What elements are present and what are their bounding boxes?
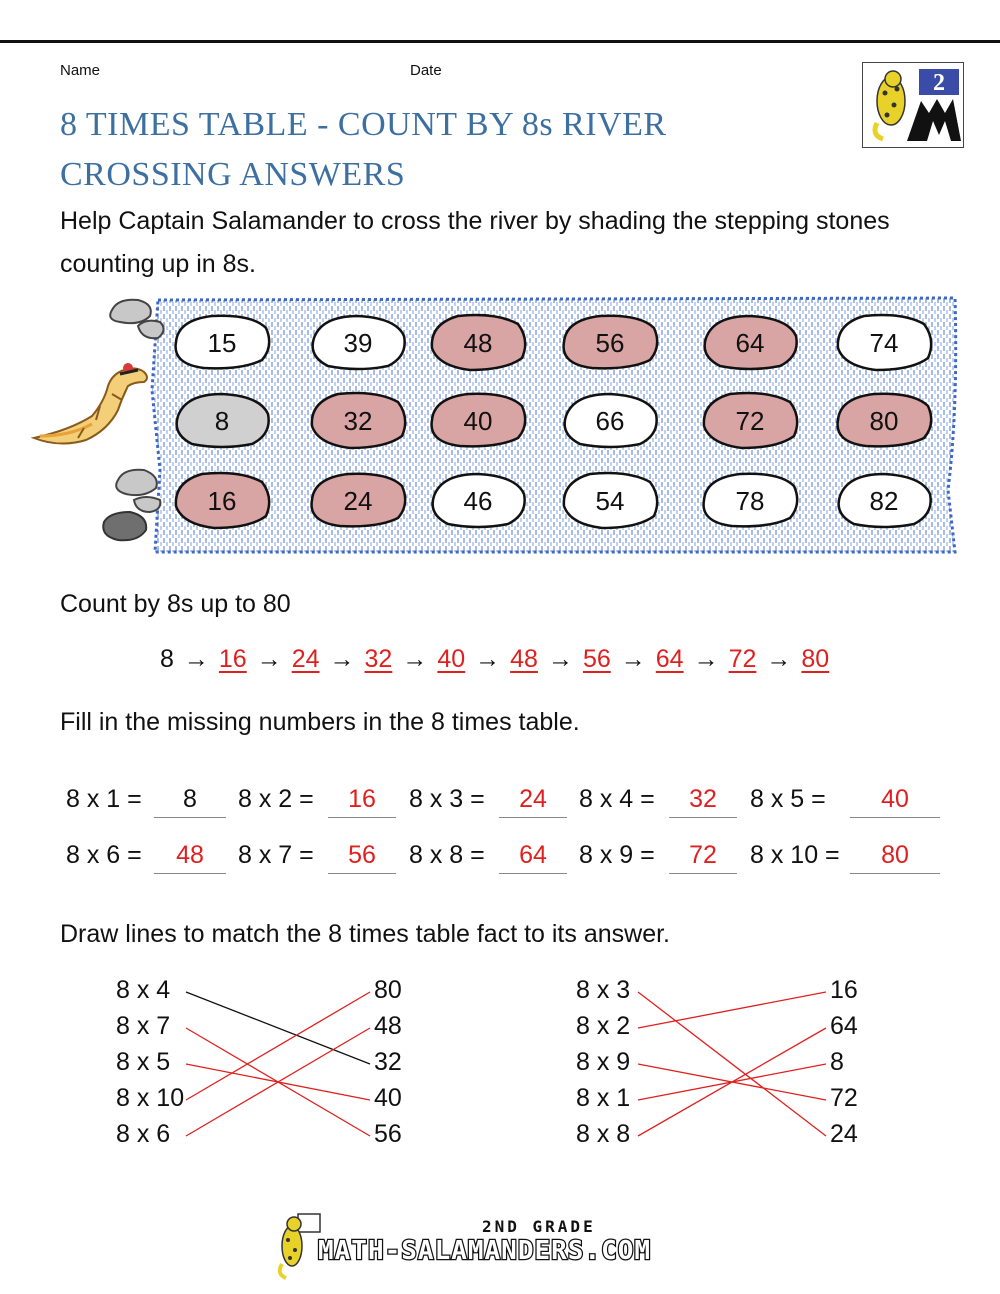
- stone-label: 40: [463, 406, 493, 436]
- match-line: [638, 992, 826, 1136]
- arrow-icon: →: [766, 645, 792, 673]
- match-fact[interactable]: 8 x 5: [116, 1048, 171, 1076]
- fill-heading: Fill in the missing numbers in the 8 times table.: [60, 708, 580, 736]
- times-table-fact: [238, 841, 376, 870]
- answer-blank[interactable]: 48: [154, 841, 226, 874]
- river-crossing: [0, 290, 1000, 560]
- bank-rock: [134, 497, 160, 512]
- arrow-icon: →: [620, 645, 646, 673]
- count-answer[interactable]: 40: [437, 645, 466, 673]
- logo: [862, 62, 964, 148]
- match-answer[interactable]: 56: [374, 1120, 402, 1148]
- times-table-fact: [409, 841, 547, 870]
- stepping-stone[interactable]: [564, 473, 657, 528]
- answer-blank[interactable]: 24: [499, 785, 567, 818]
- answer-blank[interactable]: 72: [669, 841, 737, 874]
- times-table-fact: [409, 785, 547, 814]
- arrow-icon: →: [183, 645, 209, 673]
- count-sequence: [160, 645, 829, 674]
- stone-label: 72: [735, 406, 765, 436]
- fact-label: 8 x 6 =: [66, 841, 142, 869]
- fact-label: 8 x 7 =: [238, 841, 314, 869]
- intro-text: Help Captain Salamander to cross the river by shading the stepping stones counting up in 8s.: [60, 207, 890, 278]
- match-fact[interactable]: 8 x 6: [116, 1120, 171, 1148]
- stone-label: 82: [869, 486, 899, 516]
- answer-blank[interactable]: 40: [850, 785, 940, 818]
- fact-label: 8 x 1 =: [66, 785, 142, 813]
- stone-label: 24: [343, 486, 373, 516]
- fact-label: 8 x 3 =: [409, 785, 485, 813]
- stone-label: 46: [463, 486, 493, 516]
- fact-label: 8 x 5 =: [750, 785, 826, 813]
- stone-label: 56: [595, 328, 625, 358]
- answer-blank[interactable]: 16: [328, 785, 396, 818]
- times-table-fact: [579, 841, 717, 870]
- count-answer[interactable]: 80: [801, 645, 830, 673]
- stone-label: 15: [207, 328, 237, 358]
- stepping-stone[interactable]: [839, 474, 931, 527]
- match-answer[interactable]: 8: [830, 1048, 844, 1076]
- stepping-stone[interactable]: [312, 474, 406, 527]
- arrow-icon: →: [402, 645, 428, 673]
- stone-label: 48: [463, 328, 493, 358]
- match-answer[interactable]: 32: [374, 1048, 402, 1076]
- stepping-stone[interactable]: [838, 315, 931, 370]
- stepping-stone[interactable]: [176, 316, 270, 369]
- count-answer[interactable]: 72: [728, 645, 757, 673]
- count-answer[interactable]: 24: [291, 645, 320, 673]
- times-table-fact: [750, 841, 909, 870]
- match-answer[interactable]: 72: [830, 1084, 858, 1112]
- match-fact[interactable]: 8 x 9: [576, 1048, 631, 1076]
- match-answer[interactable]: 16: [830, 976, 858, 1004]
- match-fact[interactable]: 8 x 3: [576, 976, 631, 1004]
- stone-label: 66: [595, 406, 625, 436]
- stepping-stone[interactable]: [705, 316, 797, 369]
- times-table-fact: [238, 785, 376, 814]
- count-heading: Count by 8s up to 80: [60, 590, 291, 618]
- fact-label: 8 x 10 =: [750, 841, 840, 869]
- top-rule: [0, 40, 1000, 43]
- count-start: 8: [160, 645, 174, 673]
- salamander-icon: [34, 363, 147, 444]
- count-answer[interactable]: 56: [582, 645, 611, 673]
- answer-blank[interactable]: 80: [850, 841, 940, 874]
- stepping-stone[interactable]: [564, 316, 658, 369]
- river-water: [152, 298, 956, 552]
- arrow-icon: →: [693, 645, 719, 673]
- times-table-fact: [66, 841, 204, 870]
- match-answer[interactable]: 24: [830, 1120, 858, 1148]
- stepping-stone[interactable]: [313, 316, 405, 369]
- bank-rock: [110, 300, 151, 323]
- bank-rock: [138, 321, 164, 339]
- fact-label: 8 x 2 =: [238, 785, 314, 813]
- stepping-stone[interactable]: [177, 394, 269, 447]
- fact-label: 8 x 9 =: [579, 841, 655, 869]
- times-table-fact: [579, 785, 717, 814]
- count-answer[interactable]: 16: [218, 645, 247, 673]
- match-fact[interactable]: 8 x 1: [576, 1084, 631, 1112]
- match-answer[interactable]: 64: [830, 1012, 858, 1040]
- answer-blank[interactable]: 56: [328, 841, 396, 874]
- match-heading: Draw lines to match the 8 times table fact to its answer.: [60, 920, 670, 948]
- logo-badge: 2: [933, 70, 945, 96]
- page-title: 8 TIMES TABLE - COUNT BY 8s RIVER CROSSING ANSWERS: [60, 106, 667, 193]
- match-fact[interactable]: 8 x 10: [116, 1084, 185, 1112]
- date-label: Date: [410, 62, 442, 79]
- stepping-stone[interactable]: [565, 394, 657, 447]
- salamander-logo-icon: [863, 63, 963, 147]
- arrow-icon: →: [329, 645, 355, 673]
- stone-label: 64: [735, 328, 765, 358]
- match-fact[interactable]: 8 x 7: [116, 1012, 171, 1040]
- match-fact[interactable]: 8 x 8: [576, 1120, 631, 1148]
- stone-label: 32: [343, 406, 373, 436]
- stone-label: 54: [595, 486, 625, 516]
- bank-rock: [116, 470, 157, 495]
- times-table-fact: [750, 785, 909, 814]
- count-answer[interactable]: 48: [510, 645, 538, 673]
- stepping-stone[interactable]: [312, 393, 405, 448]
- bank-rock: [103, 512, 146, 540]
- name-label: Name: [60, 62, 101, 79]
- stone-label: 8: [214, 406, 230, 436]
- stepping-stone[interactable]: [433, 474, 525, 527]
- match-answer[interactable]: 40: [374, 1084, 402, 1112]
- count-answer[interactable]: 32: [364, 645, 393, 673]
- footer-site: MATH-SALAMANDERS.COM: [318, 1236, 652, 1266]
- stone-label: 80: [869, 406, 899, 436]
- stepping-stone[interactable]: [704, 474, 798, 527]
- match-fact[interactable]: 8 x 2: [576, 1012, 631, 1040]
- answer-blank[interactable]: 8: [154, 785, 226, 818]
- arrow-icon: →: [547, 645, 573, 673]
- footer-salamander-icon: [272, 1212, 322, 1280]
- match-line: [638, 1028, 826, 1136]
- stone-label: 39: [343, 328, 373, 358]
- stone-label: 78: [735, 486, 765, 516]
- stepping-stone[interactable]: [432, 394, 526, 447]
- stepping-stone[interactable]: [176, 473, 269, 528]
- fact-label: 8 x 8 =: [409, 841, 485, 869]
- arrow-icon: →: [475, 645, 501, 673]
- match-fact[interactable]: 8 x 4: [116, 976, 171, 1004]
- stepping-stone[interactable]: [704, 393, 797, 448]
- fact-label: 8 x 4 =: [579, 785, 655, 813]
- stepping-stone[interactable]: [432, 315, 525, 370]
- match-line: [186, 992, 370, 1064]
- stone-label: 74: [869, 328, 899, 358]
- stepping-stone[interactable]: [838, 394, 932, 447]
- arrow-icon: →: [256, 645, 282, 673]
- stone-label: 16: [207, 486, 237, 516]
- times-table-fact: [66, 785, 197, 814]
- footer-grade: 2ND GRADE: [482, 1217, 596, 1236]
- match-answer[interactable]: 48: [374, 1012, 402, 1040]
- match-line: [638, 992, 826, 1028]
- answer-blank[interactable]: 32: [669, 785, 737, 818]
- match-answer[interactable]: 80: [374, 976, 402, 1004]
- answer-blank[interactable]: 64: [499, 841, 567, 874]
- count-answer[interactable]: 64: [655, 645, 684, 673]
- match-line: [186, 992, 370, 1100]
